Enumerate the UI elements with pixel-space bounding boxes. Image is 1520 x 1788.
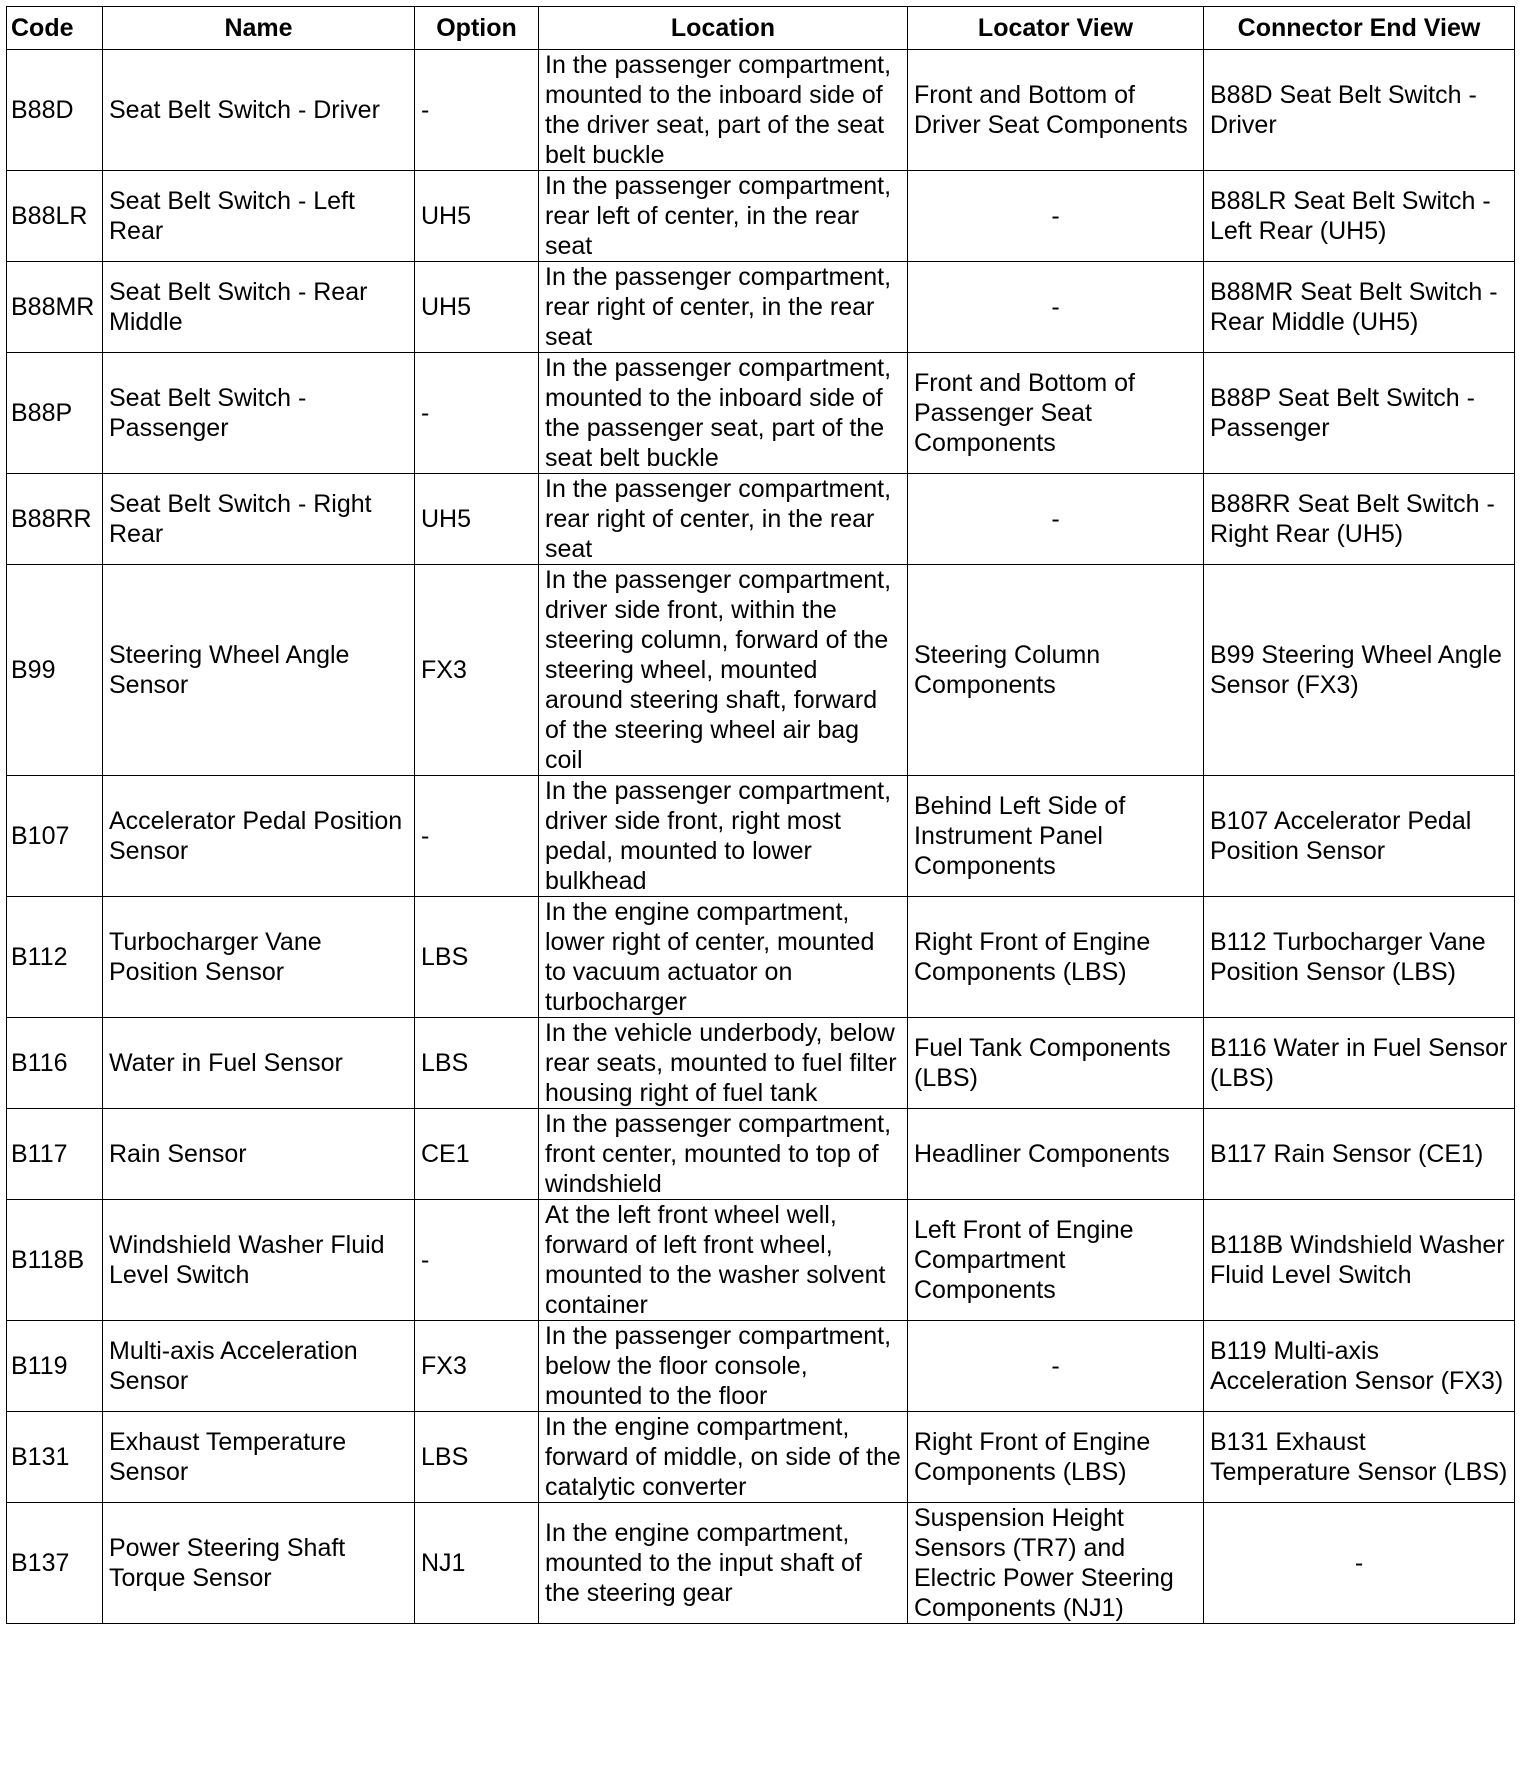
- cell-location: In the engine compartment, mounted to the input shaft of the steering gear: [539, 1503, 908, 1624]
- cell-name: Power Steering Shaft Torque Sensor: [103, 1503, 415, 1624]
- cell-connector-end-view: B88MR Seat Belt Switch - Rear Middle (UH5): [1204, 262, 1515, 353]
- header-code: Code: [7, 7, 103, 50]
- cell-option: UH5: [415, 474, 539, 565]
- cell-connector-end-view: B88LR Seat Belt Switch - Left Rear (UH5): [1204, 171, 1515, 262]
- cell-name: Water in Fuel Sensor: [103, 1018, 415, 1109]
- cell-connector-end-view: -: [1204, 1503, 1515, 1624]
- cell-code: B118B: [7, 1200, 103, 1321]
- cell-code: B107: [7, 776, 103, 897]
- cell-code: B88P: [7, 353, 103, 474]
- cell-option: UH5: [415, 262, 539, 353]
- cell-option: FX3: [415, 1321, 539, 1412]
- cell-connector-end-view: B131 Exhaust Temperature Sensor (LBS): [1204, 1412, 1515, 1503]
- cell-location: In the passenger compartment, below the floor console, mounted to the floor: [539, 1321, 908, 1412]
- cell-locator-view: Right Front of Engine Components (LBS): [908, 897, 1204, 1018]
- cell-code: B119: [7, 1321, 103, 1412]
- cell-locator-view: Right Front of Engine Components (LBS): [908, 1412, 1204, 1503]
- cell-connector-end-view: B88P Seat Belt Switch - Passenger: [1204, 353, 1515, 474]
- cell-name: Rain Sensor: [103, 1109, 415, 1200]
- cell-code: B116: [7, 1018, 103, 1109]
- cell-option: -: [415, 776, 539, 897]
- cell-name: Seat Belt Switch - Passenger: [103, 353, 415, 474]
- cell-name: Seat Belt Switch - Driver: [103, 50, 415, 171]
- cell-locator-view: Left Front of Engine Compartment Components: [908, 1200, 1204, 1321]
- cell-name: Seat Belt Switch - Right Rear: [103, 474, 415, 565]
- cell-code: B131: [7, 1412, 103, 1503]
- cell-code: B88RR: [7, 474, 103, 565]
- cell-connector-end-view: B107 Accelerator Pedal Position Sensor: [1204, 776, 1515, 897]
- cell-option: LBS: [415, 1018, 539, 1109]
- cell-code: B88MR: [7, 262, 103, 353]
- cell-code: B88LR: [7, 171, 103, 262]
- cell-code: B137: [7, 1503, 103, 1624]
- table-row: [7, 897, 1515, 1018]
- cell-location: In the passenger compartment, driver side front, right most pedal, mounted to lower bulkhead: [539, 776, 908, 897]
- cell-code: B88D: [7, 50, 103, 171]
- table-row: [7, 1321, 1515, 1412]
- cell-option: -: [415, 353, 539, 474]
- table-row: [7, 1503, 1515, 1624]
- cell-locator-view: -: [908, 1321, 1204, 1412]
- cell-location: In the passenger compartment, rear left of center, in the rear seat: [539, 171, 908, 262]
- cell-connector-end-view: B117 Rain Sensor (CE1): [1204, 1109, 1515, 1200]
- table-row: [7, 171, 1515, 262]
- table-row: [7, 50, 1515, 171]
- cell-connector-end-view: B112 Turbocharger Vane Position Sensor (LBS): [1204, 897, 1515, 1018]
- cell-location: In the passenger compartment, driver side front, within the steering column, forward of the steering wheel, mounted around steering shaft, forward of the steering wheel air bag coil: [539, 565, 908, 776]
- cell-code: B112: [7, 897, 103, 1018]
- table-row: [7, 1109, 1515, 1200]
- table-row: [7, 565, 1515, 776]
- table-row: [7, 1200, 1515, 1321]
- cell-code: B117: [7, 1109, 103, 1200]
- cell-location: In the engine compartment, lower right of center, mounted to vacuum actuator on turbocharger: [539, 897, 908, 1018]
- cell-name: Steering Wheel Angle Sensor: [103, 565, 415, 776]
- cell-code: B99: [7, 565, 103, 776]
- cell-location: In the passenger compartment, mounted to the inboard side of the driver seat, part of the seat belt buckle: [539, 50, 908, 171]
- cell-option: LBS: [415, 1412, 539, 1503]
- cell-location: In the passenger compartment, mounted to the inboard side of the passenger seat, part of the seat belt buckle: [539, 353, 908, 474]
- cell-locator-view: Steering Column Components: [908, 565, 1204, 776]
- cell-connector-end-view: B88D Seat Belt Switch - Driver: [1204, 50, 1515, 171]
- cell-connector-end-view: B99 Steering Wheel Angle Sensor (FX3): [1204, 565, 1515, 776]
- table-row: [7, 1412, 1515, 1503]
- cell-connector-end-view: B88RR Seat Belt Switch - Right Rear (UH5): [1204, 474, 1515, 565]
- cell-option: -: [415, 1200, 539, 1321]
- cell-option: FX3: [415, 565, 539, 776]
- component-locator-table: [6, 6, 1515, 1624]
- header-option: Option: [415, 7, 539, 50]
- header-location: Location: [539, 7, 908, 50]
- cell-option: LBS: [415, 897, 539, 1018]
- cell-locator-view: Front and Bottom of Driver Seat Components: [908, 50, 1204, 171]
- cell-locator-view: Fuel Tank Components (LBS): [908, 1018, 1204, 1109]
- header-locator-view: Locator View: [908, 7, 1204, 50]
- cell-location: In the passenger compartment, rear right of center, in the rear seat: [539, 474, 908, 565]
- cell-locator-view: Headliner Components: [908, 1109, 1204, 1200]
- header-connector-end-view: Connector End View: [1204, 7, 1515, 50]
- cell-locator-view: -: [908, 474, 1204, 565]
- cell-name: Exhaust Temperature Sensor: [103, 1412, 415, 1503]
- cell-option: -: [415, 50, 539, 171]
- cell-option: NJ1: [415, 1503, 539, 1624]
- cell-option: UH5: [415, 171, 539, 262]
- table-row: [7, 353, 1515, 474]
- table-body: [7, 50, 1515, 1624]
- table-header-row: [7, 7, 1515, 50]
- cell-location: In the engine compartment, forward of middle, on side of the catalytic converter: [539, 1412, 908, 1503]
- cell-name: Seat Belt Switch - Rear Middle: [103, 262, 415, 353]
- cell-name: Multi-axis Acceleration Sensor: [103, 1321, 415, 1412]
- table-row: [7, 1018, 1515, 1109]
- table-row: [7, 776, 1515, 897]
- cell-name: Turbocharger Vane Position Sensor: [103, 897, 415, 1018]
- cell-location: In the passenger compartment, front center, mounted to top of windshield: [539, 1109, 908, 1200]
- cell-locator-view: Front and Bottom of Passenger Seat Components: [908, 353, 1204, 474]
- cell-locator-view: -: [908, 171, 1204, 262]
- cell-location: At the left front wheel well, forward of left front wheel, mounted to the washer solvent container: [539, 1200, 908, 1321]
- cell-name: Seat Belt Switch - Left Rear: [103, 171, 415, 262]
- cell-locator-view: Suspension Height Sensors (TR7) and Electric Power Steering Components (NJ1): [908, 1503, 1204, 1624]
- cell-locator-view: -: [908, 262, 1204, 353]
- cell-locator-view: Behind Left Side of Instrument Panel Components: [908, 776, 1204, 897]
- cell-option: CE1: [415, 1109, 539, 1200]
- table-row: [7, 474, 1515, 565]
- cell-location: In the passenger compartment, rear right of center, in the rear seat: [539, 262, 908, 353]
- cell-name: Accelerator Pedal Position Sensor: [103, 776, 415, 897]
- cell-name: Windshield Washer Fluid Level Switch: [103, 1200, 415, 1321]
- cell-connector-end-view: B116 Water in Fuel Sensor (LBS): [1204, 1018, 1515, 1109]
- table-row: [7, 262, 1515, 353]
- header-name: Name: [103, 7, 415, 50]
- cell-connector-end-view: B118B Windshield Washer Fluid Level Switch: [1204, 1200, 1515, 1321]
- cell-location: In the vehicle underbody, below rear seats, mounted to fuel filter housing right of fuel tank: [539, 1018, 908, 1109]
- cell-connector-end-view: B119 Multi-axis Acceleration Sensor (FX3): [1204, 1321, 1515, 1412]
